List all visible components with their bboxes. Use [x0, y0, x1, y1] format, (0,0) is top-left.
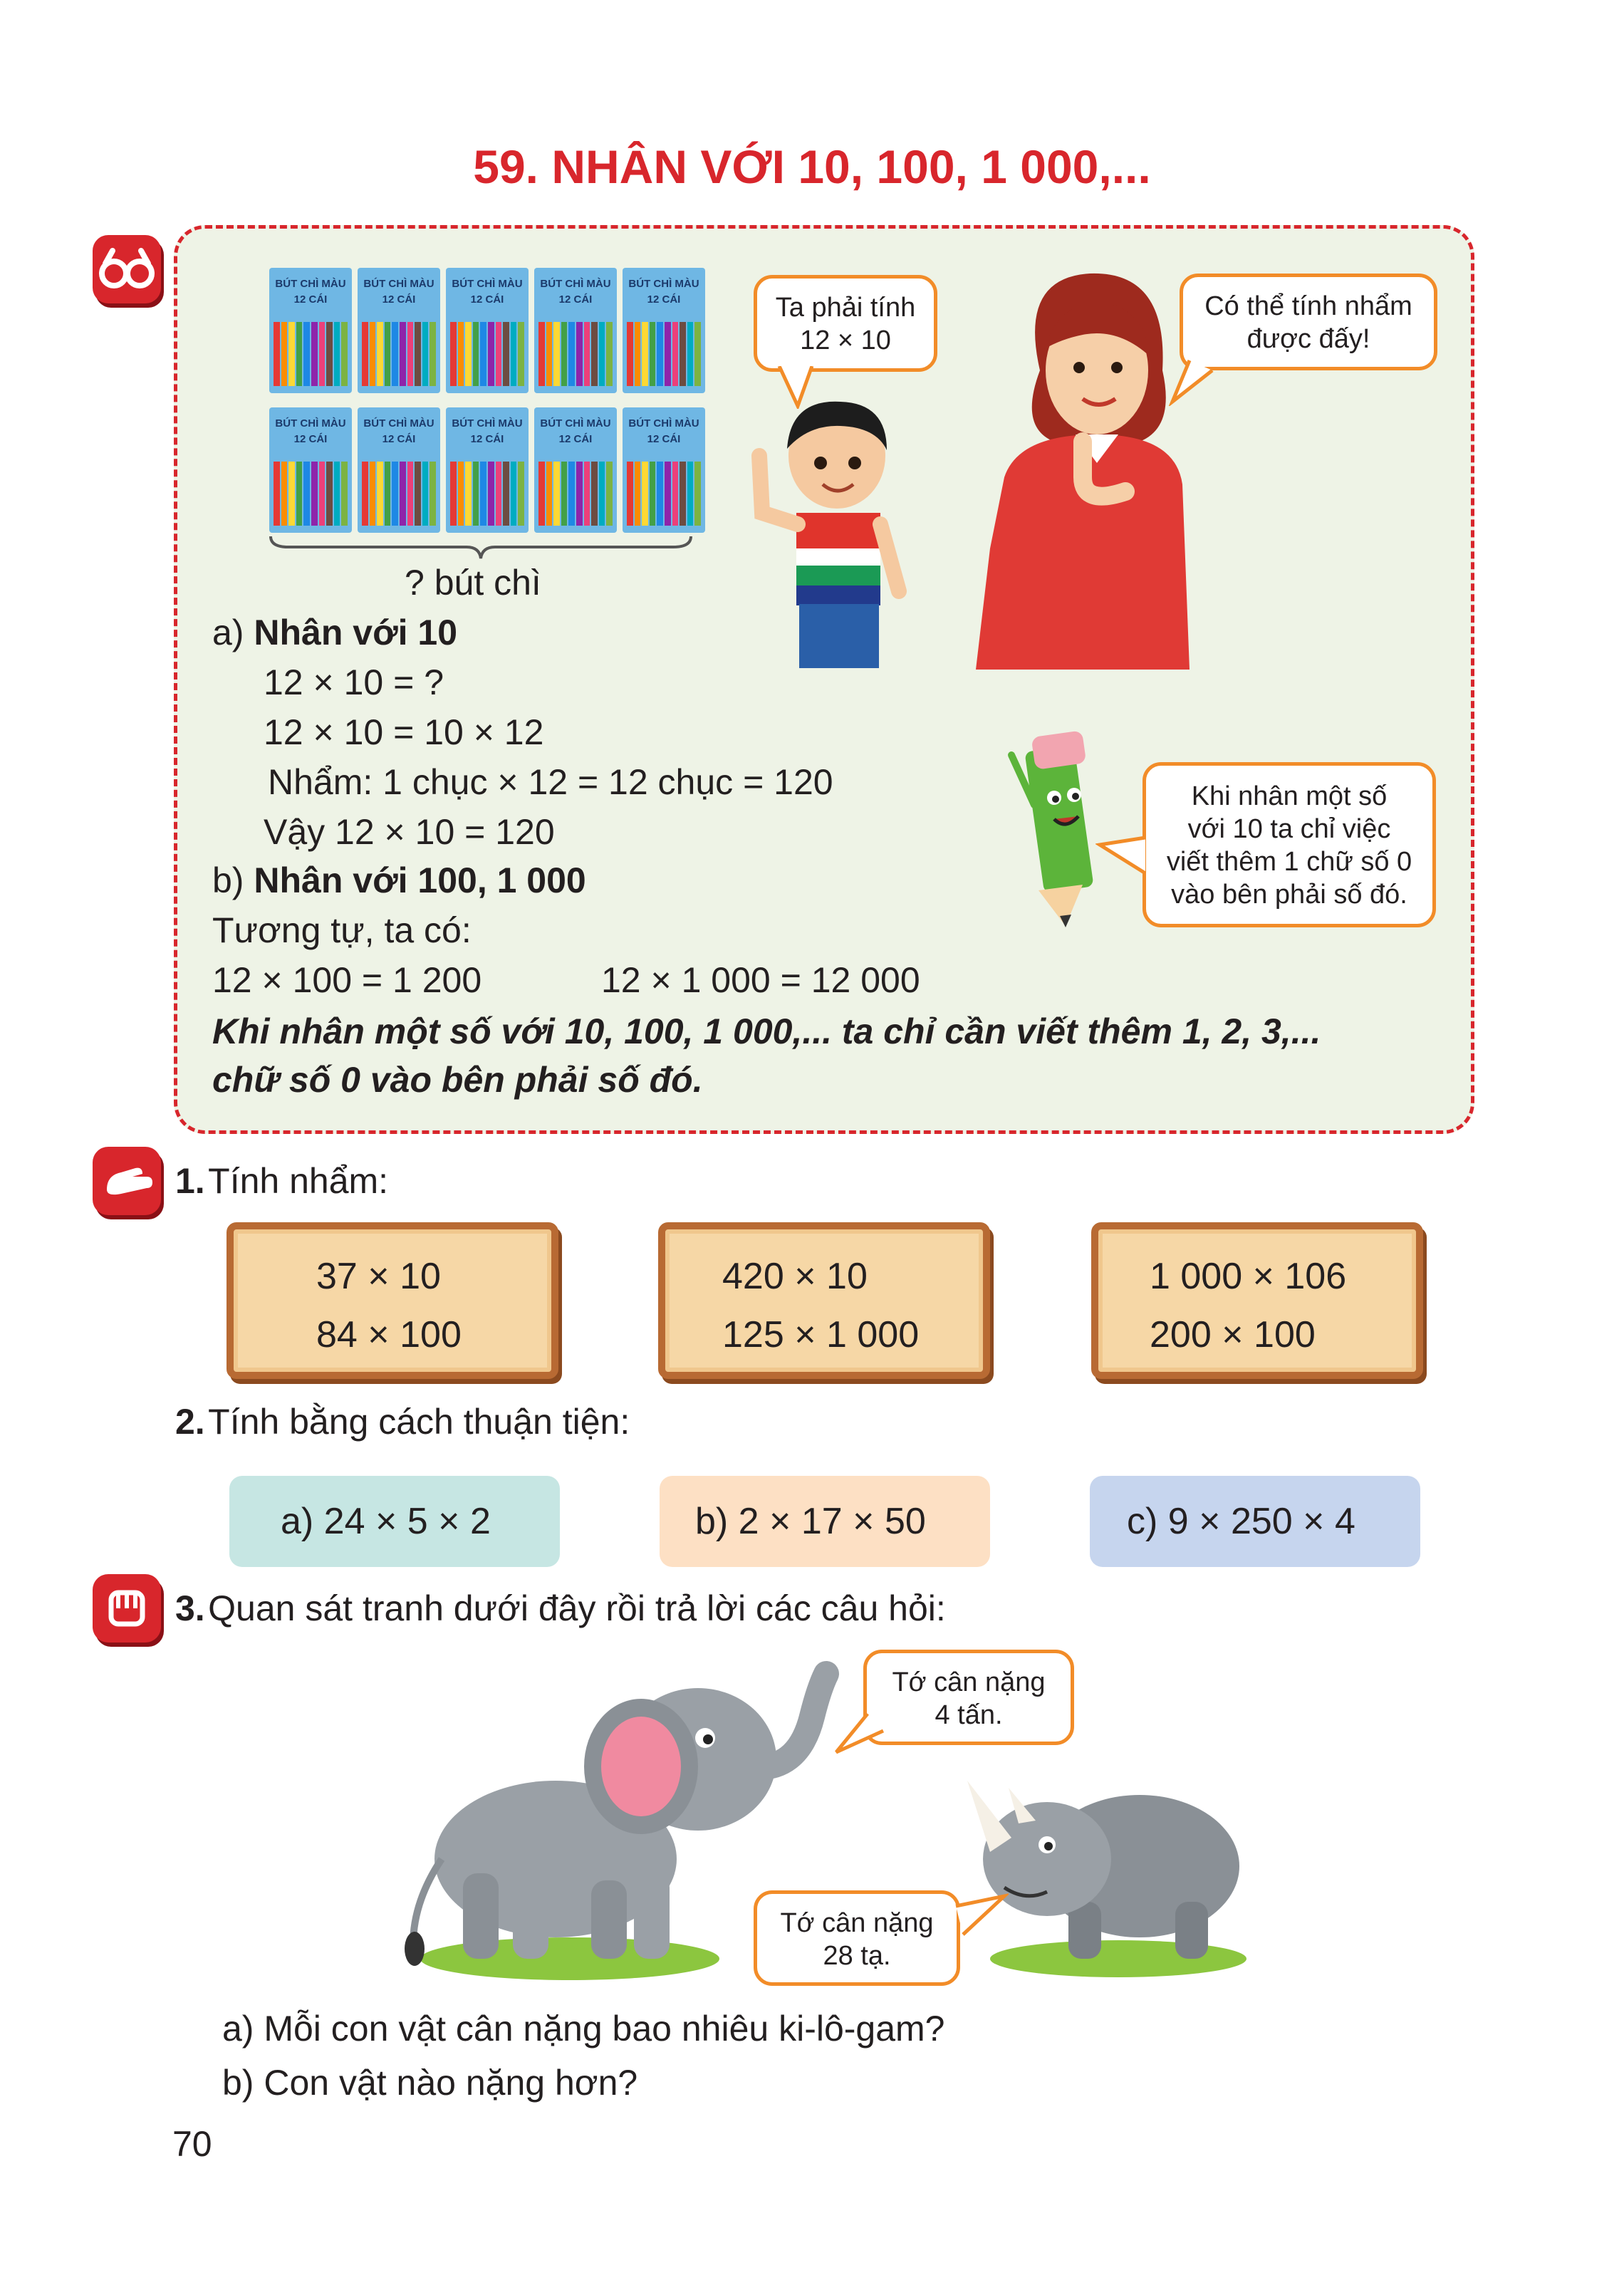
exercise-number: 3. [175, 1588, 205, 1628]
teacher-speech-line: được đấy! [1246, 324, 1370, 354]
practice-icon [93, 1147, 161, 1215]
rhino-speech-bubble [754, 1890, 960, 1986]
pencils [362, 322, 436, 386]
pencil-box-label-line: 12 CÁI [382, 433, 416, 445]
pencils [538, 462, 613, 526]
pencil-box-label-line: BÚT CHÌ MÀU [275, 278, 346, 290]
pencil-character-illustration [997, 719, 1111, 933]
pencils [627, 322, 701, 386]
pencil-box-label-line: BÚT CHÌ MÀU [363, 278, 434, 290]
pencil-box-label-line: 12 CÁI [647, 293, 681, 306]
pencil-box-label-line: BÚT CHÌ MÀU [452, 278, 523, 290]
pencil-box-label-line: BÚT CHÌ MÀU [540, 417, 611, 430]
calc-tile: b) 2 × 17 × 50 [660, 1476, 990, 1567]
section-b-title: Nhân với 100, 1 000 [254, 860, 586, 900]
pencil-box-label [534, 276, 617, 308]
pencil-box [534, 268, 617, 393]
fist-icon [93, 1574, 161, 1643]
elephant-speech-line: 4 tấn. [935, 1700, 1003, 1730]
teacher-speech-bubble [1180, 274, 1437, 370]
wood-board [1091, 1222, 1423, 1379]
exercise-prompt: Quan sát tranh dưới đây rồi trả lời các câu hỏi: [208, 1588, 946, 1628]
wood-board [227, 1222, 558, 1379]
boy-speech-bubble [754, 275, 937, 372]
pencil-box-label-line: 12 CÁI [293, 433, 328, 445]
teacher-speech-line: Có thể tính nhẩm [1204, 291, 1412, 321]
exercise-number: 1. [175, 1161, 205, 1201]
pencil-box [358, 407, 440, 533]
rhino-speech-line: 28 tạ. [823, 1941, 891, 1971]
pencil-box [446, 407, 529, 533]
section-b-line: 12 × 100 = 1 200 [212, 960, 482, 1000]
pencil-question: ? bút chì [405, 563, 541, 603]
elephant-speech-bubble [863, 1650, 1074, 1745]
board-expression: 84 × 100 [316, 1314, 462, 1355]
pencil-box-label-line: BÚT CHÌ MÀU [363, 417, 434, 430]
exercise-2-heading [175, 1400, 630, 1443]
pencil-box-label-line: BÚT CHÌ MÀU [275, 417, 346, 430]
rhino-illustration [962, 1752, 1246, 1980]
rule-text-line: chữ số 0 vào bên phải số đó. [212, 1060, 703, 1100]
section-b-label: b) [212, 860, 244, 900]
pencil-box-label [269, 416, 352, 447]
elephant-speech-line: Tớ cân nặng [892, 1667, 1046, 1697]
bubble-tail [952, 1892, 1009, 1942]
pencil-speech-line: với 10 ta chỉ việc [1187, 814, 1391, 844]
pencil-box-label-line: BÚT CHÌ MÀU [452, 417, 523, 430]
pencil-box-label-line: 12 CÁI [293, 293, 328, 306]
pencil-speech-line: viết thêm 1 chữ số 0 [1166, 847, 1412, 877]
page-number: 70 [172, 2124, 212, 2164]
section-a-line: Vậy 12 × 10 = 120 [264, 812, 555, 852]
exercise-prompt: Tính nhẩm: [208, 1161, 389, 1201]
section-a-line: Nhẩm: 1 chục × 12 = 12 chục = 120 [268, 762, 833, 802]
pencil-box-label-line: 12 CÁI [382, 293, 416, 306]
exercise-prompt: Tính bằng cách thuận tiện: [208, 1402, 630, 1442]
pencil-box-label-line: BÚT CHÌ MÀU [628, 417, 699, 430]
pencil-box-label [534, 416, 617, 447]
teacher-illustration [976, 264, 1190, 670]
board-expression: 200 × 100 [1150, 1314, 1316, 1355]
section-a-title: Nhân với 10 [254, 613, 458, 652]
pencil-box [623, 268, 705, 393]
section-a-line: 12 × 10 = ? [264, 662, 444, 702]
pencil-box [358, 268, 440, 393]
pencil-box-label-line: 12 CÁI [558, 293, 593, 306]
pencil-speech-line: Khi nhân một số [1191, 781, 1388, 811]
binoculars-icon [93, 235, 161, 303]
pencil-box [269, 407, 352, 533]
page-title: 59. NHÂN VỚI 10, 100, 1 000,... [473, 140, 1151, 193]
board-expression: 420 × 10 [722, 1256, 868, 1297]
pencil-box-label-line: 12 CÁI [470, 433, 504, 445]
exercise-3-heading [175, 1587, 946, 1630]
pencils [538, 322, 613, 386]
pencil-box-label-line: BÚT CHÌ MÀU [540, 278, 611, 290]
board-expression: 125 × 1 000 [722, 1314, 920, 1355]
section-a-heading [212, 611, 457, 654]
pencil-box-label-line: 12 CÁI [558, 433, 593, 445]
wood-board [658, 1222, 990, 1379]
rule-text-line: Khi nhân một số với 10, 100, 1 000,... ta chỉ cần viết thêm 1, 2, 3,... [212, 1011, 1321, 1051]
board-expression: 37 × 10 [316, 1256, 441, 1297]
calc-tile: a) 24 × 5 × 2 [229, 1476, 560, 1567]
boy-illustration [741, 385, 919, 670]
boy-speech-line: Ta phải tính [775, 293, 916, 323]
exercise-1-heading [175, 1160, 388, 1202]
pencil-box-label [623, 276, 705, 308]
pencils [450, 462, 524, 526]
bubble-tail [1095, 833, 1152, 883]
pencil-box [269, 268, 352, 393]
pencil-box-label [358, 416, 440, 447]
board-expression: 1 000 × 106 [1150, 1256, 1347, 1297]
pencil-box [446, 268, 529, 393]
section-b-line: 12 × 1 000 = 12 000 [601, 960, 920, 1000]
pencil-box-label [358, 276, 440, 308]
pencil-speech-line: vào bên phải số đó. [1171, 880, 1407, 910]
pencil-box [534, 407, 617, 533]
calc-tile: c) 9 × 250 × 4 [1090, 1476, 1420, 1567]
exercise-number: 2. [175, 1402, 205, 1442]
pencils [274, 322, 348, 386]
brace-icon [267, 533, 694, 561]
pencils [274, 462, 348, 526]
section-a-line: 12 × 10 = 10 × 12 [264, 712, 544, 752]
section-a-label: a) [212, 613, 244, 652]
rhino-speech-line: Tớ cân nặng [780, 1908, 934, 1938]
pencils [627, 462, 701, 526]
pencil-speech-bubble [1142, 762, 1436, 927]
bubble-tail [832, 1709, 889, 1759]
pencil-box-label [446, 416, 529, 447]
pencils [450, 322, 524, 386]
pencil-box-label-line: 12 CÁI [647, 433, 681, 445]
pencil-box-label-line: BÚT CHÌ MÀU [628, 278, 699, 290]
pencil-box-label [446, 276, 529, 308]
boy-speech-line: 12 × 10 [800, 326, 891, 355]
pencils [362, 462, 436, 526]
section-b-heading [212, 859, 586, 902]
pencil-box-label [269, 276, 352, 308]
question-a: a) Mỗi con vật cân nặng bao nhiêu ki-lô-gam? [222, 2009, 945, 2049]
pencil-box-label [623, 416, 705, 447]
question-b: b) Con vật nào nặng hơn? [222, 2063, 638, 2103]
section-b-line: Tương tự, ta có: [212, 910, 472, 950]
pencil-box-label-line: 12 CÁI [470, 293, 504, 306]
pencil-box [623, 407, 705, 533]
